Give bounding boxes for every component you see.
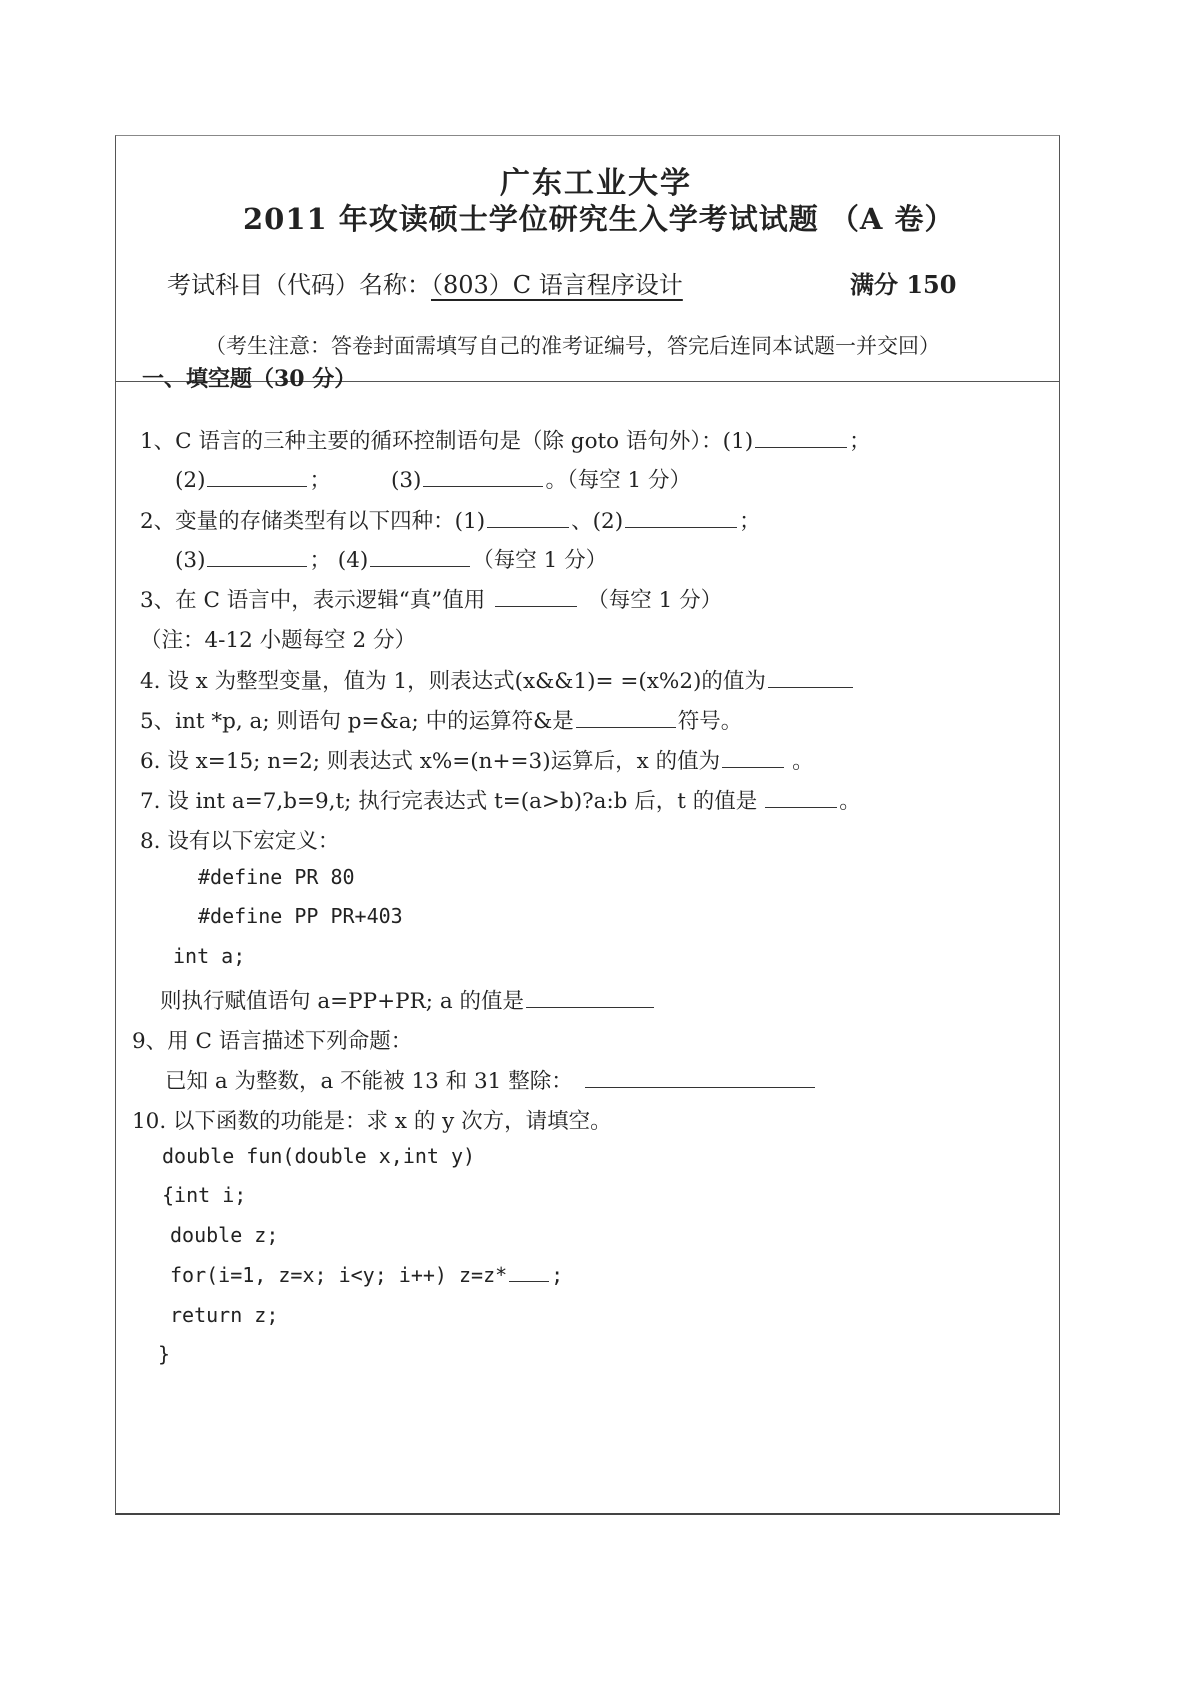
question-10: 10. 以下函数的功能是：求 x 的 y 次方，请填空。 [132, 1109, 612, 1134]
answer-blank [765, 789, 837, 808]
q10-code-line-6: } [158, 1342, 171, 1366]
answer-blank [207, 468, 307, 487]
question-5: 5、int *p, a; 则语句 p=&a; 中的运算符&是 符号。 [140, 709, 743, 734]
answer-blank [495, 588, 577, 607]
q10-code-line-5: return z; [170, 1303, 279, 1327]
q10-code-line-1: double fun(double x,int y) [162, 1144, 476, 1168]
q8-code-line-1: #define PR 80 [198, 865, 355, 889]
question-2-line-1: 2、变量的存储类型有以下四种：(1) 、(2) ； [140, 509, 761, 534]
scoring-note: （注：4-12 小题每空 2 分） [140, 628, 416, 653]
answer-blank [576, 709, 676, 728]
q8-code-line-2: #define PP PR+403 [198, 904, 403, 928]
question-3: 3、在 C 语言中，表示逻辑“真”值用 （每空 1 分） [140, 588, 723, 613]
question-8-tail: 则执行赋值语句 a=PP+PR; a 的值是 [160, 984, 656, 1015]
answer-blank [370, 548, 470, 567]
full-score: 满分 150 [850, 270, 957, 299]
university-name: 广东工业大学 [500, 166, 692, 201]
question-2-line-2: (3) ； (4) （每空 1 分） [175, 548, 608, 573]
question-4: 4. 设 x 为整型变量，值为 1，则表达式(x&&1)= =(x%2)的值为 [140, 664, 855, 695]
q10-code-line-4: for(i=1, z=x; i<y; i++) z=z* ; [170, 1263, 564, 1287]
answer-blank [625, 509, 737, 528]
section-title: 一、填空题（30 分） [142, 366, 357, 392]
answer-blank [722, 749, 784, 768]
subject-label: 考试科目（代码）名称： [167, 271, 431, 299]
answer-blank [755, 429, 847, 448]
q10-code-line-3: double z; [170, 1223, 279, 1247]
exam-title: 2011 年攻读硕士学位研究生入学考试试题 （A 卷） [243, 202, 955, 236]
question-9: 9、用 C 语言描述下列命题： [132, 1029, 413, 1054]
answer-blank [768, 669, 853, 688]
question-9-sub: 已知 a 为整数，a 不能被 13 和 31 整除： [165, 1064, 817, 1095]
question-8: 8. 设有以下宏定义： [140, 829, 340, 854]
subject-line [167, 265, 683, 300]
exam-notice: （考生注意：答卷封面需填写自己的准考证编号，答完后连同本试题一并交回） [205, 334, 940, 358]
q10-code-line-2: {int i; [162, 1183, 247, 1207]
question-1-line-2: (2) ； (3) 。（每空 1 分） [175, 468, 692, 493]
question-1-line-1: 1、C 语言的三种主要的循环控制语句是（除 goto 语句外）：(1) ； [140, 429, 871, 454]
subject-name: （803）C 语言程序设计 [431, 271, 683, 299]
question-6: 6. 设 x=15; n=2; 则表达式 x%=(n+=3)运算后，x 的值为 。 [140, 749, 814, 774]
q8-code-line-3: int a; [173, 944, 246, 968]
question-7: 7. 设 int a=7,b=9,t; 执行完表达式 t=(a>b)?a:b 后，t 的值是 。 [140, 789, 861, 814]
answer-blank [526, 989, 654, 1008]
answer-blank [509, 1263, 549, 1282]
answer-blank [487, 509, 569, 528]
answer-blank [585, 1069, 815, 1088]
answer-blank [423, 468, 543, 487]
answer-blank [207, 548, 307, 567]
